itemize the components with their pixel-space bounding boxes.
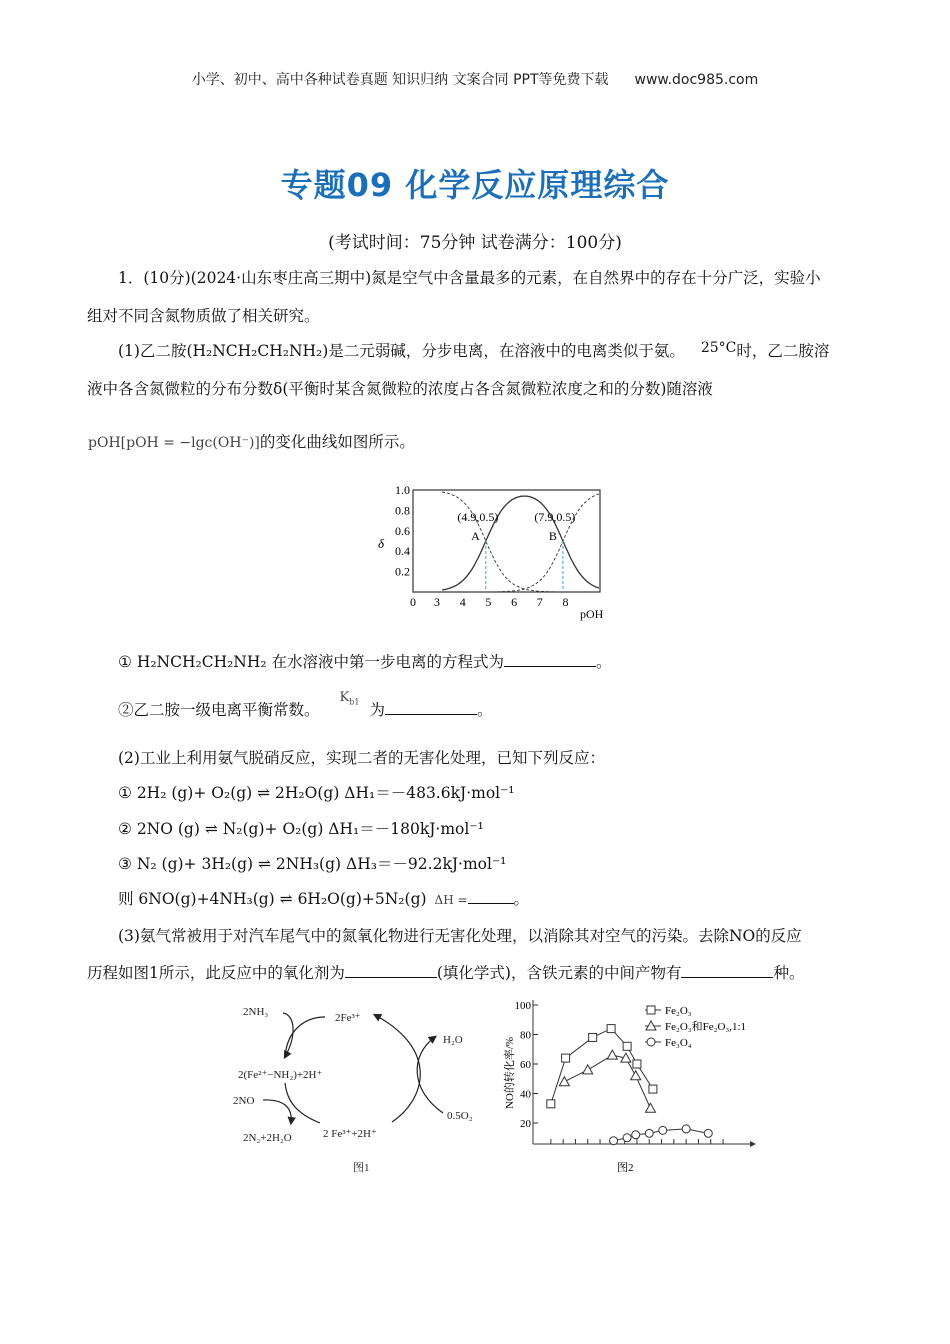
x-axis-label: pOH (580, 607, 604, 621)
y-tick-label: 0.4 (395, 544, 410, 559)
text: (填化学式)，含铁元素的中间产物有 (436, 964, 682, 982)
x-tick-label: 0 (410, 595, 416, 609)
q1-p2-intro: (2)工业上利用氨气脱硝反应，实现二者的无害化处理，已知下列反应： (118, 749, 605, 767)
y-tick-label: 0.6 (395, 523, 410, 538)
header-text: 小学、初中、高中各种试卷真题 知识归纳 文案合同 PPT等免费下载 (191, 72, 609, 88)
answer-blank[interactable] (345, 963, 437, 978)
q1-line1: 1．(10分)(2024·山东枣庄高三期中)氮是空气中含量最多的元素，在自然界中的存在十分广泛，实验小 (118, 269, 821, 287)
text: (1)乙二胺(H₂NCH₂CH₂NH₂)是二元弱碱，分步电离，在溶液中的电离类似于氨。 (118, 342, 685, 360)
label-nh3: 2NH₃ (243, 1006, 269, 1018)
exam-info: (考试时间：75分钟 试卷满分：100分) (328, 233, 622, 253)
label-fe3: 2Fe³⁺ (335, 1012, 361, 1024)
square-marker (647, 1006, 655, 1014)
square-marker (633, 1060, 641, 1068)
answer-blank[interactable] (468, 889, 514, 904)
answer-blank[interactable] (385, 700, 477, 715)
circle-marker (610, 1137, 618, 1145)
text: 。 (476, 701, 493, 719)
conversion-chart (495, 995, 765, 1180)
distribution-chart (370, 478, 620, 623)
label-no: 2NO (233, 1095, 255, 1107)
reaction-2: ② 2NO (g) ⇌ N₂(g)+ O₂(g) ΔH₁＝－180kJ·mol⁻¹ (118, 820, 484, 838)
q1-sub1 (118, 650, 612, 672)
x-tick-label: 8 (562, 595, 569, 609)
point-coords: (7.9,0.5) (534, 510, 576, 524)
answer-blank[interactable] (504, 652, 596, 667)
figure1-caption: 图1 (353, 1162, 370, 1174)
y-tick-label: 20 (520, 1118, 531, 1130)
x-tick-label: 5 (485, 595, 492, 609)
answer-blank[interactable] (681, 963, 773, 978)
y-axis-label: NO的转化率/% (504, 1036, 516, 1110)
q1-p1-line1 (118, 339, 829, 361)
k-sub: b1 (349, 697, 360, 707)
label-fe-nh2: 2(Fe²⁺−NH₂)+2H⁺ (238, 1069, 323, 1081)
y-tick-label: 100 (514, 1000, 531, 1012)
reaction-4 (118, 887, 529, 909)
square-marker (589, 1033, 597, 1041)
circle-marker (632, 1131, 640, 1139)
text: 的变化曲线如图所示。 (259, 433, 415, 451)
legend-label: Fe₂O₃ (665, 1005, 692, 1017)
text: ②乙二胺一级电离平衡常数。 (118, 701, 320, 719)
circle-marker (682, 1125, 690, 1133)
y-tick-label: 40 (520, 1088, 531, 1101)
label-o2: 0.5O₂ (447, 1110, 473, 1122)
square-marker (607, 1025, 615, 1033)
k: K (339, 690, 350, 705)
triangle-marker (631, 1071, 641, 1080)
header-site[interactable]: www.doc985.com (634, 72, 759, 88)
reaction-1: ① 2H₂ (g)+ O₂(g) ⇌ 2H₂O(g) ΔH₁＝－483.6kJ·mol⁻¹ (118, 784, 515, 802)
x-tick-label: 4 (459, 595, 466, 609)
page-header (0, 69, 950, 89)
reaction-cycle-diagram (225, 995, 485, 1180)
reaction-3: ③ N₂ (g)+ 3H₂(g) ⇌ 2NH₃(g) ΔH₃＝－92.2kJ·mol⁻¹ (118, 855, 507, 873)
y-tick-label: 0.2 (395, 564, 410, 579)
circle-marker (623, 1134, 631, 1142)
q1-p1-line2: 液中各含氮微粒的分布分数δ(平衡时某含氮微粒的浓度占各含氮微粒浓度之和的分数)随溶液 (87, 380, 713, 398)
q1-p3-line2 (87, 961, 805, 983)
label-n2: 2N₂+2H₂O (243, 1132, 292, 1144)
label-fe3h: 2 Fe³⁺+2H⁺ (323, 1128, 377, 1140)
triangle-marker (645, 1103, 655, 1112)
x-tick-label: 3 (434, 595, 440, 609)
square-marker (562, 1054, 570, 1062)
square-marker (649, 1085, 657, 1093)
circle-marker (659, 1126, 667, 1134)
arrow (417, 1037, 443, 1113)
text: 则 6NO(g)+4NH₃(g) ⇌ 6H₂O(g)+5N₂(g) (118, 890, 427, 908)
temperature: 25°C (700, 340, 737, 356)
page-title: 专题09 化学反应原理综合 (280, 166, 670, 204)
q1-sub2 (118, 690, 493, 721)
point-label: A (471, 529, 480, 543)
circle-marker (645, 1129, 653, 1137)
point-label: B (548, 529, 557, 543)
circle-marker (647, 1038, 655, 1046)
triangle-marker (559, 1077, 569, 1086)
square-marker (547, 1100, 555, 1108)
y-tick-label: 60 (520, 1059, 531, 1071)
x-tick-label: 6 (511, 595, 518, 609)
point-coords: (4.9,0.5) (457, 510, 499, 524)
kb1 (340, 690, 360, 705)
text: 历程如图1所示，此反应中的氧化剂为 (87, 964, 345, 982)
legend-label: Fe₃O₄ (665, 1037, 692, 1049)
text: 。 (596, 653, 612, 671)
circle-marker (704, 1129, 712, 1137)
plot-frame (413, 490, 600, 592)
x-tick-label: 7 (536, 595, 543, 609)
y-tick-label: 0.8 (395, 503, 410, 518)
figure2-caption: 图2 (617, 1162, 634, 1174)
arrow (375, 1015, 420, 1122)
poh-formula: pOH[pOH = −lgc(OH⁻)] (88, 435, 260, 451)
triangle-marker (607, 1050, 617, 1059)
text: 为 (369, 701, 385, 719)
y-axis-label: δ (378, 536, 385, 551)
y-tick-label: 1.0 (395, 483, 410, 497)
label-h2o: H₂O (443, 1034, 463, 1046)
arrow (263, 1100, 291, 1123)
y-tick-label: 80 (520, 1029, 531, 1042)
q1-line2: 组对不同含氮物质做了相关研究。 (87, 307, 320, 325)
delta-h: ΔH = (434, 893, 468, 907)
text: ① H₂NCH₂CH₂NH₂ 在水溶液中第一步电离的方程式为 (118, 653, 505, 671)
q1-p1-line3 (88, 430, 415, 452)
text: 时，乙二胺溶 (736, 342, 830, 360)
q1-p3-line1: (3)氨气常被用于对汽车尾气中的氮氧化物进行无害化处理，以消除其对空气的污染。去除NO的反应 (118, 927, 802, 945)
x-axis-arrow (750, 1141, 756, 1147)
triangle-marker (583, 1065, 593, 1074)
square-marker (623, 1042, 631, 1050)
legend-label: Fe₂O₃和Fe₂O₃,1:1 (665, 1021, 747, 1033)
text: 。 (513, 890, 530, 908)
text: 种。 (773, 964, 805, 982)
